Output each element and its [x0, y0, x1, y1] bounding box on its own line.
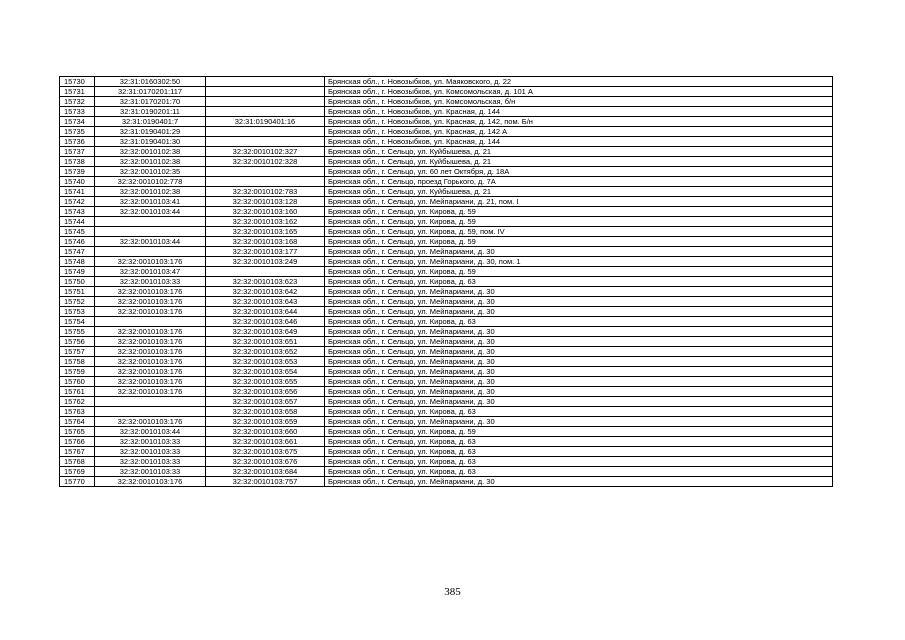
land-cadastral-cell: 32:32:0010103:176: [95, 377, 206, 387]
address-cell: Брянская обл., г. Сельцо, ул. Кирова, д. 63: [325, 457, 833, 467]
address-cell: Брянская обл., г. Новозыбков, ул. Красная, д. 144: [325, 107, 833, 117]
record-number-cell: 15754: [60, 317, 95, 327]
record-number-cell: 15733: [60, 107, 95, 117]
land-cadastral-cell: 32:32:0010103:33: [95, 437, 206, 447]
land-cadastral-cell: 32:31:0170201:70: [95, 97, 206, 107]
record-number-cell: 15738: [60, 157, 95, 167]
land-cadastral-cell: 32:32:0010103:176: [95, 307, 206, 317]
record-number-cell: 15743: [60, 207, 95, 217]
address-cell: Брянская обл., г. Сельцо, ул. Мейпариани, д. 30: [325, 357, 833, 367]
building-cadastral-cell: [206, 107, 325, 117]
land-cadastral-cell: 32:32:0010103:176: [95, 367, 206, 377]
land-cadastral-cell: 32:32:0010102:38: [95, 187, 206, 197]
address-cell: Брянская обл., г. Новозыбков, ул. Комсомольская, б/н: [325, 97, 833, 107]
record-number-cell: 15748: [60, 257, 95, 267]
table-row: [60, 327, 833, 337]
building-cadastral-cell: 32:32:0010103:660: [206, 427, 325, 437]
record-number-cell: 15731: [60, 87, 95, 97]
table-body: [60, 77, 833, 487]
building-cadastral-cell: 32:32:0010102:783: [206, 187, 325, 197]
address-cell: Брянская обл., г. Сельцо, проезд Горького, д. 7А: [325, 177, 833, 187]
building-cadastral-cell: 32:32:0010103:162: [206, 217, 325, 227]
address-cell: Брянская обл., г. Новозыбков, ул. Красная, д. 144: [325, 137, 833, 147]
address-cell: Брянская обл., г. Сельцо, ул. 60 лет Октября, д. 18А: [325, 167, 833, 177]
address-cell: Брянская обл., г. Сельцо, ул. Кирова, д. 59, пом. IV: [325, 227, 833, 237]
address-cell: Брянская обл., г. Сельцо, ул. Кирова, д. 59: [325, 207, 833, 217]
table-row: [60, 287, 833, 297]
table-row: [60, 367, 833, 377]
record-number-cell: 15755: [60, 327, 95, 337]
land-cadastral-cell: 32:32:0010102:38: [95, 157, 206, 167]
address-cell: Брянская обл., г. Сельцо, ул. Кирова, д. 63: [325, 447, 833, 457]
table-row: [60, 257, 833, 267]
building-cadastral-cell: 32:32:0010103:651: [206, 337, 325, 347]
record-number-cell: 15747: [60, 247, 95, 257]
address-cell: Брянская обл., г. Сельцо, ул. Мейпариани, д. 30: [325, 477, 833, 487]
land-cadastral-cell: 32:32:0010103:176: [95, 477, 206, 487]
address-cell: Брянская обл., г. Сельцо, ул. Кирова, д. 59: [325, 427, 833, 437]
table-row: [60, 437, 833, 447]
table-row: [60, 317, 833, 327]
building-cadastral-cell: 32:32:0010103:757: [206, 477, 325, 487]
building-cadastral-cell: [206, 87, 325, 97]
table-row: [60, 127, 833, 137]
table-row: [60, 377, 833, 387]
address-cell: Брянская обл., г. Сельцо, ул. Куйбышева, д. 21: [325, 147, 833, 157]
land-cadastral-cell: 32:32:0010102:778: [95, 177, 206, 187]
table-row: [60, 387, 833, 397]
table-row: [60, 77, 833, 87]
table-row: [60, 417, 833, 427]
record-number-cell: 15760: [60, 377, 95, 387]
land-cadastral-cell: 32:32:0010103:176: [95, 337, 206, 347]
record-number-cell: 15757: [60, 347, 95, 357]
address-cell: Брянская обл., г. Сельцо, ул. Кирова, д. 59: [325, 217, 833, 227]
table-row: [60, 457, 833, 467]
record-number-cell: 15761: [60, 387, 95, 397]
table-row: [60, 307, 833, 317]
document-table: [59, 76, 833, 487]
table-row: [60, 427, 833, 437]
address-cell: Брянская обл., г. Новозыбков, ул. Красная, д. 142, пом. Б/н: [325, 117, 833, 127]
building-cadastral-cell: 32:32:0010103:684: [206, 467, 325, 477]
land-cadastral-cell: 32:32:0010103:44: [95, 207, 206, 217]
record-number-cell: 15751: [60, 287, 95, 297]
table-row: [60, 147, 833, 157]
record-number-cell: 15750: [60, 277, 95, 287]
address-cell: Брянская обл., г. Сельцо, ул. Мейпариани, д. 30: [325, 337, 833, 347]
address-cell: Брянская обл., г. Сельцо, ул. Мейпариани, д. 30: [325, 287, 833, 297]
building-cadastral-cell: 32:32:0010103:655: [206, 377, 325, 387]
record-number-cell: 15763: [60, 407, 95, 417]
record-number-cell: 15767: [60, 447, 95, 457]
address-cell: Брянская обл., г. Сельцо, ул. Мейпариани, д. 30: [325, 367, 833, 377]
land-cadastral-cell: 32:32:0010103:33: [95, 447, 206, 457]
land-cadastral-cell: 32:32:0010103:33: [95, 277, 206, 287]
building-cadastral-cell: 32:32:0010103:649: [206, 327, 325, 337]
table-row: [60, 347, 833, 357]
table-row: [60, 337, 833, 347]
building-cadastral-cell: [206, 77, 325, 87]
record-number-cell: 15736: [60, 137, 95, 147]
table-row: [60, 97, 833, 107]
table-row: [60, 167, 833, 177]
record-number-cell: 15744: [60, 217, 95, 227]
address-cell: Брянская обл., г. Сельцо, ул. Мейпариани, д. 30: [325, 417, 833, 427]
record-number-cell: 15756: [60, 337, 95, 347]
table-row: [60, 217, 833, 227]
table-row: [60, 137, 833, 147]
land-cadastral-cell: 32:32:0010103:176: [95, 327, 206, 337]
land-cadastral-cell: 32:31:0190201:11: [95, 107, 206, 117]
building-cadastral-cell: 32:32:0010103:165: [206, 227, 325, 237]
record-number-cell: 15764: [60, 417, 95, 427]
record-number-cell: 15768: [60, 457, 95, 467]
address-cell: Брянская обл., г. Сельцо, ул. Мейпариани, д. 30: [325, 387, 833, 397]
building-cadastral-cell: 32:32:0010103:168: [206, 237, 325, 247]
land-cadastral-cell: 32:32:0010103:44: [95, 237, 206, 247]
record-number-cell: 15769: [60, 467, 95, 477]
land-cadastral-cell: 32:32:0010103:44: [95, 427, 206, 437]
land-cadastral-cell: [95, 317, 206, 327]
record-number-cell: 15758: [60, 357, 95, 367]
address-cell: Брянская обл., г. Сельцо, ул. Кирова, д. 63: [325, 407, 833, 417]
table-row: [60, 247, 833, 257]
building-cadastral-cell: [206, 127, 325, 137]
building-cadastral-cell: 32:32:0010103:676: [206, 457, 325, 467]
land-cadastral-cell: 32:32:0010103:176: [95, 257, 206, 267]
building-cadastral-cell: 32:32:0010103:657: [206, 397, 325, 407]
building-cadastral-cell: [206, 97, 325, 107]
building-cadastral-cell: [206, 267, 325, 277]
land-cadastral-cell: 32:31:0160302:50: [95, 77, 206, 87]
address-cell: Брянская обл., г. Сельцо, ул. Мейпариани, д. 30: [325, 397, 833, 407]
building-cadastral-cell: 32:32:0010103:654: [206, 367, 325, 377]
record-number-cell: 15732: [60, 97, 95, 107]
land-cadastral-cell: 32:32:0010103:41: [95, 197, 206, 207]
address-cell: Брянская обл., г. Сельцо, ул. Куйбышева, д. 21: [325, 157, 833, 167]
land-cadastral-cell: [95, 247, 206, 257]
building-cadastral-cell: 32:31:0190401:16: [206, 117, 325, 127]
record-number-cell: 15739: [60, 167, 95, 177]
address-cell: Брянская обл., г. Сельцо, ул. Мейпариани, д. 30: [325, 247, 833, 257]
record-number-cell: 15735: [60, 127, 95, 137]
table-row: [60, 447, 833, 457]
building-cadastral-cell: 32:32:0010103:644: [206, 307, 325, 317]
record-number-cell: 15730: [60, 77, 95, 87]
land-cadastral-cell: [95, 217, 206, 227]
land-cadastral-cell: 32:32:0010103:176: [95, 357, 206, 367]
record-number-cell: 15762: [60, 397, 95, 407]
building-cadastral-cell: 32:32:0010103:643: [206, 297, 325, 307]
land-cadastral-cell: 32:32:0010103:176: [95, 297, 206, 307]
table-row: [60, 107, 833, 117]
table-row: [60, 157, 833, 167]
building-cadastral-cell: 32:32:0010103:675: [206, 447, 325, 457]
address-cell: Брянская обл., г. Сельцо, ул. Мейпариани, д. 30, пом. 1: [325, 257, 833, 267]
table-row: [60, 267, 833, 277]
land-cadastral-cell: [95, 397, 206, 407]
building-cadastral-cell: 32:32:0010103:653: [206, 357, 325, 367]
building-cadastral-cell: 32:32:0010103:177: [206, 247, 325, 257]
address-cell: Брянская обл., г. Сельцо, ул. Кирова, д. 59: [325, 237, 833, 247]
building-cadastral-cell: [206, 167, 325, 177]
record-number-cell: 15746: [60, 237, 95, 247]
building-cadastral-cell: 32:32:0010103:652: [206, 347, 325, 357]
table-row: [60, 237, 833, 247]
table-row: [60, 207, 833, 217]
record-number-cell: 15770: [60, 477, 95, 487]
building-cadastral-cell: 32:32:0010103:642: [206, 287, 325, 297]
table-row: [60, 277, 833, 287]
building-cadastral-cell: 32:32:0010103:658: [206, 407, 325, 417]
address-cell: Брянская обл., г. Сельцо, ул. Мейпариани, д. 30: [325, 327, 833, 337]
table-row: [60, 297, 833, 307]
record-number-cell: 15740: [60, 177, 95, 187]
building-cadastral-cell: 32:32:0010103:623: [206, 277, 325, 287]
building-cadastral-cell: 32:32:0010103:659: [206, 417, 325, 427]
address-cell: Брянская обл., г. Сельцо, ул. Мейпариани, д. 30: [325, 297, 833, 307]
table-row: [60, 467, 833, 477]
address-cell: Брянская обл., г. Сельцо, ул. Кирова, д. 63: [325, 467, 833, 477]
address-cell: Брянская обл., г. Сельцо, ул. Кирова, д. 63: [325, 317, 833, 327]
address-cell: Брянская обл., г. Новозыбков, ул. Маяковского, д. 22: [325, 77, 833, 87]
building-cadastral-cell: [206, 137, 325, 147]
land-cadastral-cell: 32:32:0010103:176: [95, 287, 206, 297]
land-cadastral-cell: 32:31:0190401:30: [95, 137, 206, 147]
address-cell: Брянская обл., г. Сельцо, ул. Мейпариани, д. 30: [325, 377, 833, 387]
building-cadastral-cell: 32:32:0010103:646: [206, 317, 325, 327]
record-number-cell: 15745: [60, 227, 95, 237]
record-number-cell: 15759: [60, 367, 95, 377]
land-cadastral-cell: 32:32:0010102:35: [95, 167, 206, 177]
land-cadastral-cell: 32:32:0010103:33: [95, 457, 206, 467]
land-cadastral-cell: 32:32:0010103:176: [95, 417, 206, 427]
building-cadastral-cell: 32:32:0010103:128: [206, 197, 325, 207]
address-cell: Брянская обл., г. Сельцо, ул. Куйбышева, д. 21: [325, 187, 833, 197]
table-row: [60, 87, 833, 97]
land-cadastral-cell: 32:32:0010102:38: [95, 147, 206, 157]
building-cadastral-cell: 32:32:0010102:327: [206, 147, 325, 157]
table-row: [60, 117, 833, 127]
record-number-cell: 15753: [60, 307, 95, 317]
address-cell: Брянская обл., г. Сельцо, ул. Кирова, д. 63: [325, 437, 833, 447]
address-cell: Брянская обл., г. Сельцо, ул. Мейпариани, д. 30: [325, 307, 833, 317]
record-number-cell: 15749: [60, 267, 95, 277]
building-cadastral-cell: 32:32:0010103:249: [206, 257, 325, 267]
land-cadastral-cell: 32:32:0010103:176: [95, 387, 206, 397]
land-cadastral-cell: 32:31:0190401:29: [95, 127, 206, 137]
building-cadastral-cell: 32:32:0010102:328: [206, 157, 325, 167]
land-cadastral-cell: 32:31:0190401:7: [95, 117, 206, 127]
record-number-cell: 15741: [60, 187, 95, 197]
address-cell: Брянская обл., г. Сельцо, ул. Мейпариани, д. 21, пом. I: [325, 197, 833, 207]
page-number: 385: [444, 586, 461, 598]
address-cell: Брянская обл., г. Сельцо, ул. Кирова, д. 63: [325, 277, 833, 287]
table-row: [60, 177, 833, 187]
land-cadastral-cell: 32:32:0010103:47: [95, 267, 206, 277]
land-cadastral-cell: 32:31:0170201:117: [95, 87, 206, 97]
building-cadastral-cell: [206, 177, 325, 187]
building-cadastral-cell: 32:32:0010103:656: [206, 387, 325, 397]
table-row: [60, 357, 833, 367]
land-cadastral-cell: [95, 407, 206, 417]
record-number-cell: 15742: [60, 197, 95, 207]
address-cell: Брянская обл., г. Сельцо, ул. Кирова, д. 59: [325, 267, 833, 277]
land-cadastral-cell: [95, 227, 206, 237]
address-cell: Брянская обл., г. Новозыбков, ул. Комсомольская, д. 101 А: [325, 87, 833, 97]
record-number-cell: 15752: [60, 297, 95, 307]
land-cadastral-cell: 32:32:0010103:176: [95, 347, 206, 357]
record-number-cell: 15737: [60, 147, 95, 157]
address-cell: Брянская обл., г. Сельцо, ул. Мейпариани, д. 30: [325, 347, 833, 357]
table-row: [60, 477, 833, 487]
record-number-cell: 15765: [60, 427, 95, 437]
address-cell: Брянская обл., г. Новозыбков, ул. Красная, д. 142 А: [325, 127, 833, 137]
land-cadastral-cell: 32:32:0010103:33: [95, 467, 206, 477]
record-number-cell: 15734: [60, 117, 95, 127]
table-row: [60, 397, 833, 407]
table-row: [60, 227, 833, 237]
table-row: [60, 187, 833, 197]
building-cadastral-cell: 32:32:0010103:661: [206, 437, 325, 447]
record-number-cell: 15766: [60, 437, 95, 447]
table-row: [60, 197, 833, 207]
building-cadastral-cell: 32:32:0010103:160: [206, 207, 325, 217]
table-row: [60, 407, 833, 417]
